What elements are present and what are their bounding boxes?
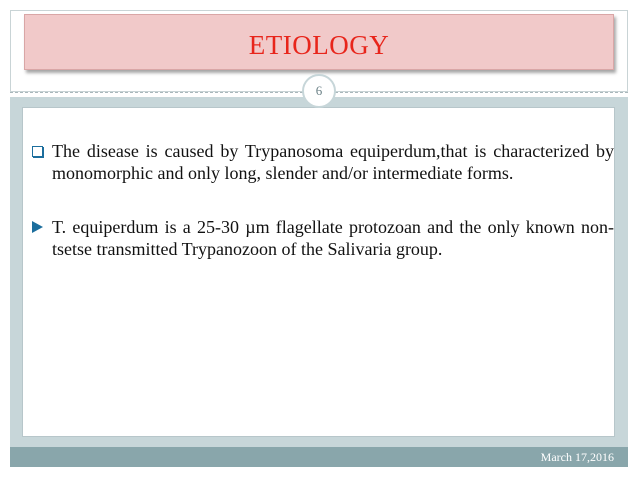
bullet-item (32, 216, 614, 260)
arrow-bullet-icon (32, 216, 48, 240)
slide-title: ETIOLOGY (248, 30, 390, 60)
page-number-badge (302, 74, 336, 108)
bullet-text: The disease is caused by Trypanosoma equiperdum,that is characterized by monomorphic and only long, slender and/or intermediate forms. (52, 141, 614, 183)
bullet-item (32, 140, 614, 184)
bullet-list (32, 140, 614, 292)
title-box (24, 14, 614, 70)
footer-bar (10, 447, 628, 467)
square-bullet-icon (32, 140, 48, 164)
bullet-text: T. equiperdum is a 25-30 µm flagellate protozoan and the only known non-tsetse transmitted Trypanozoon of the Salivaria group. (52, 217, 614, 259)
page-number: 6 (315, 83, 323, 98)
footer-date: March 17,2016 (540, 450, 614, 464)
